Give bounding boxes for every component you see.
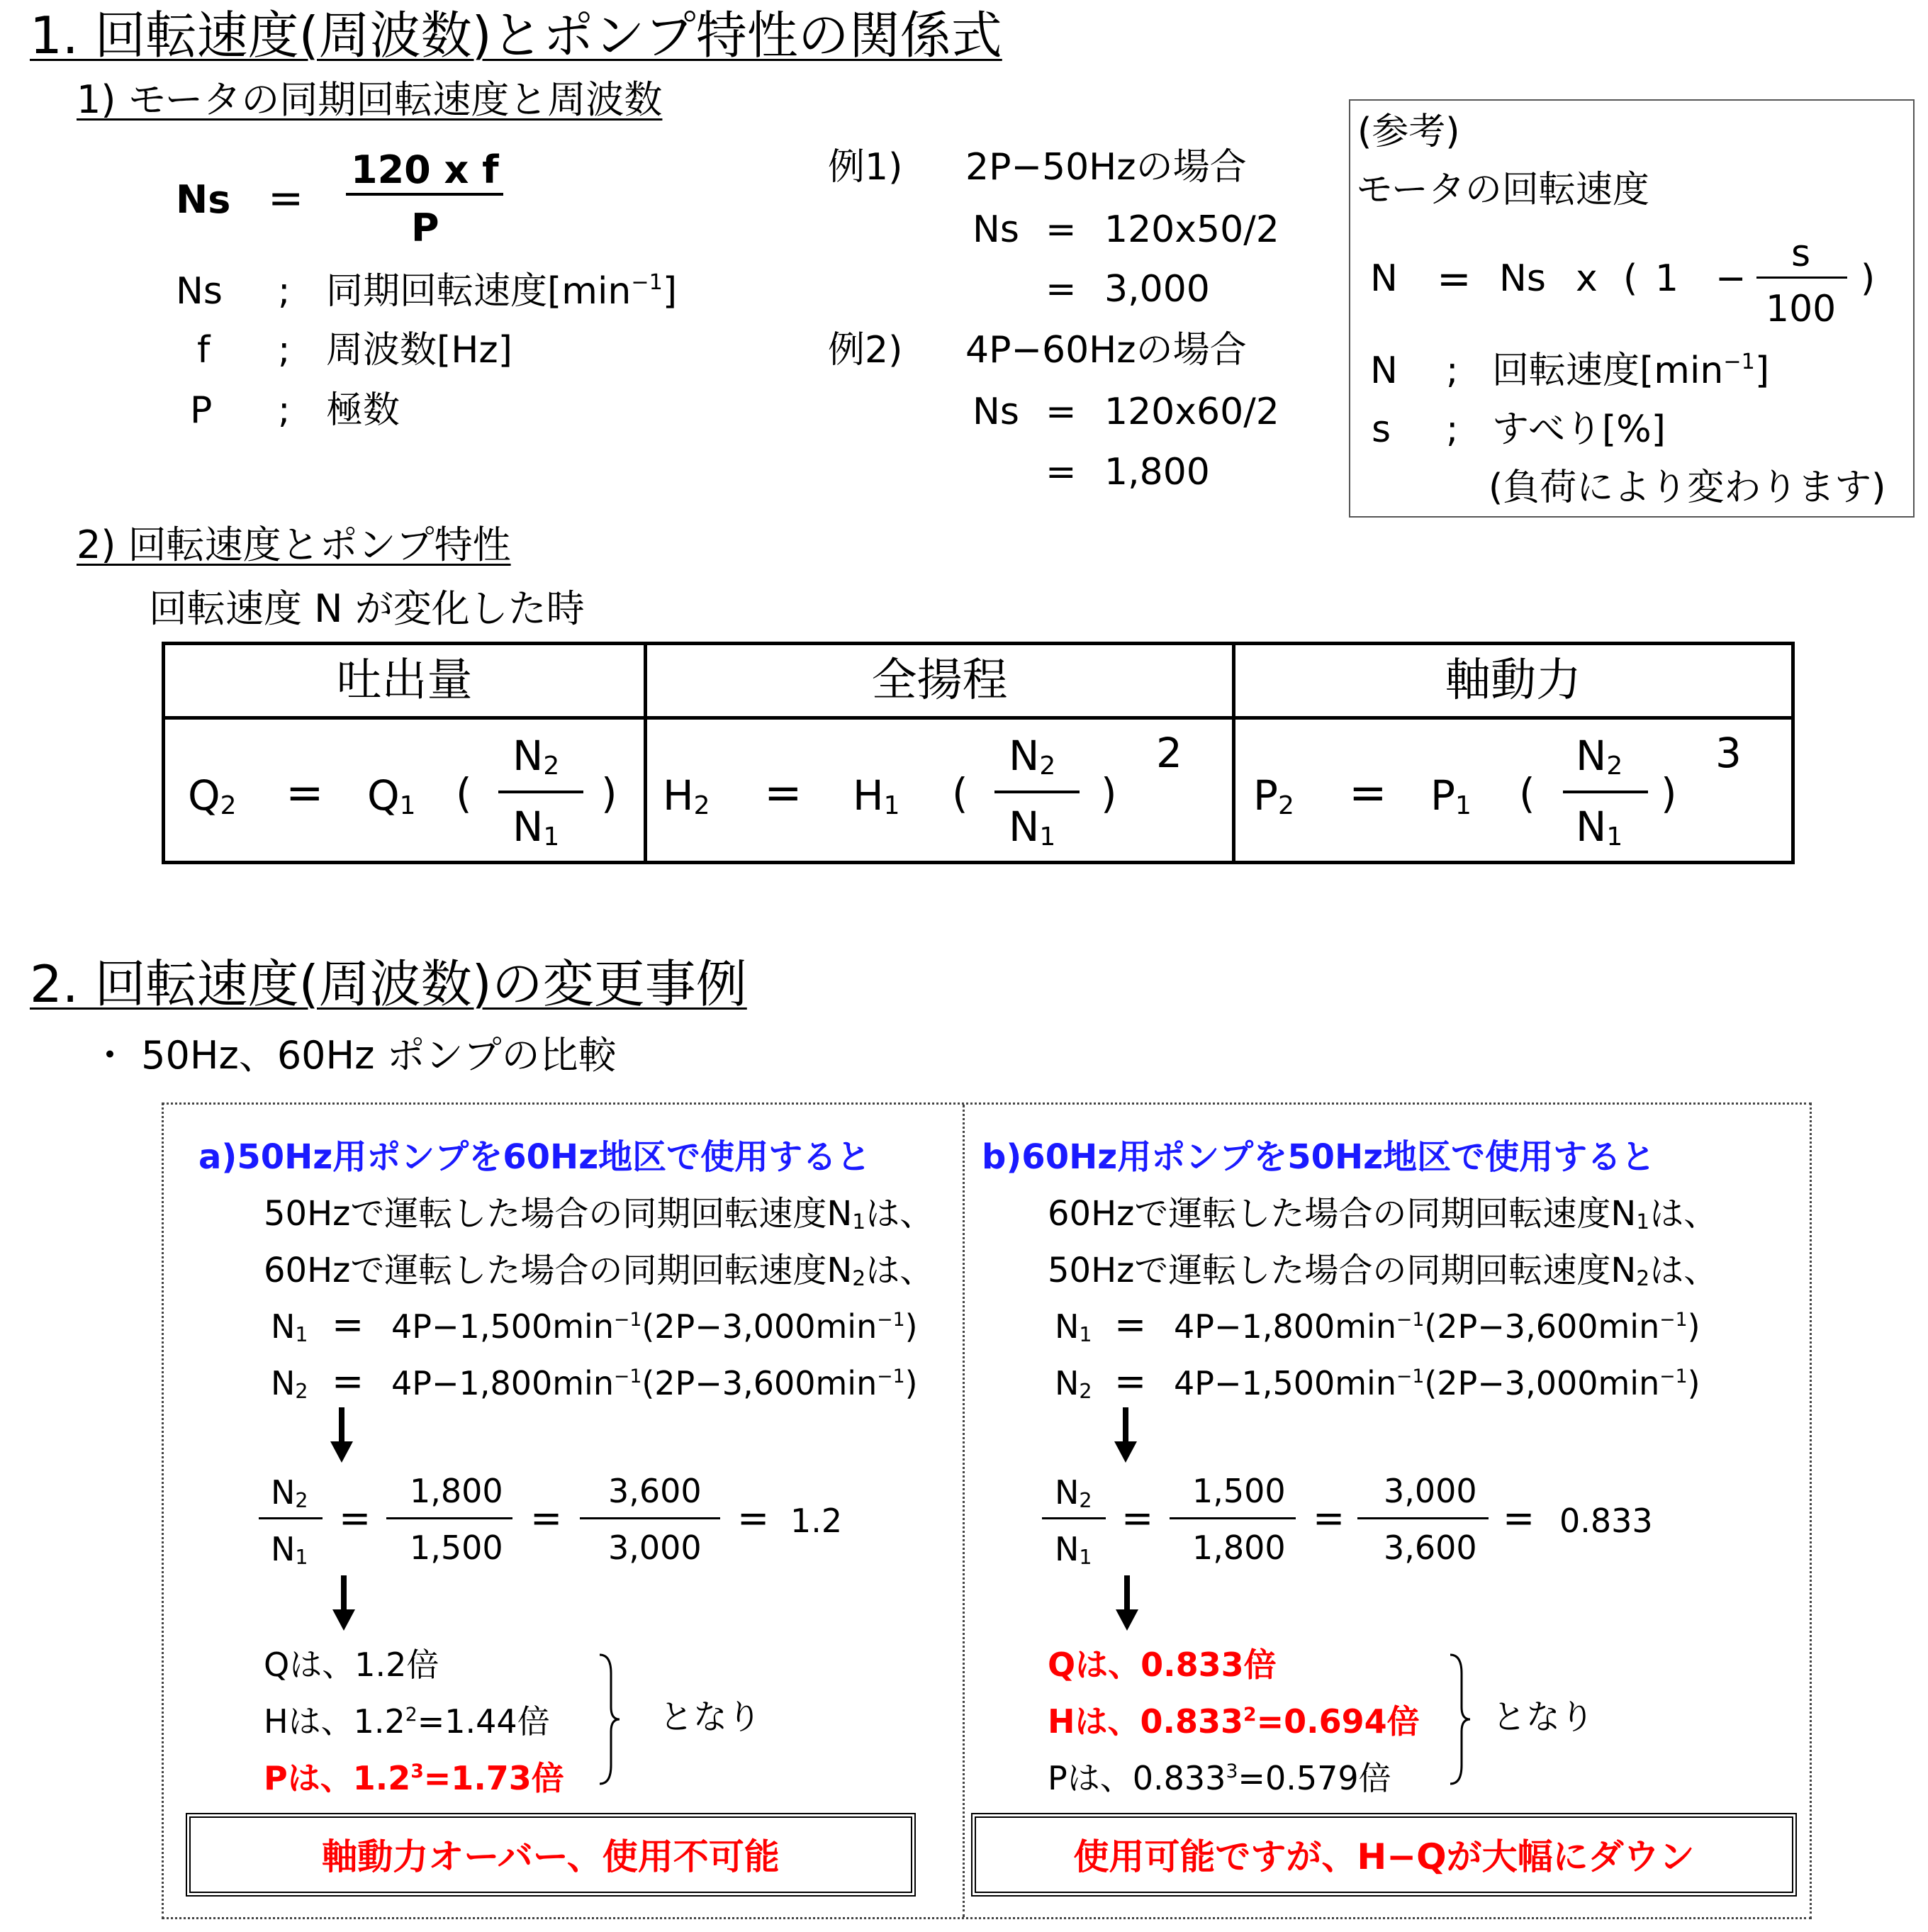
panel-a-f2-den: 3,000: [608, 1529, 702, 1567]
flow-eq: =: [286, 767, 324, 820]
example2-label: 例2): [828, 329, 903, 372]
ref-formula-ns: Ns: [1499, 257, 1546, 300]
power-exponent: 3: [1715, 729, 1742, 777]
ref-def-sep: ;: [1446, 408, 1459, 451]
ref-formula-minus: −: [1715, 257, 1747, 300]
panel-b-f2-num: 3,000: [1384, 1472, 1477, 1510]
panel-b-n1-value: $4P-1,800\min^{-1}(2P-3,600\min^{-1})$: [1174, 1307, 1700, 1346]
table-cell-flow-formula: [165, 720, 644, 861]
panel-b-ratio-num: N2: [1055, 1473, 1092, 1513]
ref-formula-eq: =: [1437, 255, 1472, 303]
panel-a-heading: a)50Hz用ポンプを60Hz地区で使用すると: [198, 1137, 871, 1177]
ref-note: (負荷により変わります): [1489, 467, 1886, 509]
panel-a-n2-value: $4P-1,800\min^{-1}(2P-3,600\min^{-1})$: [391, 1364, 918, 1402]
example2-result: 1,800: [1104, 451, 1210, 493]
panel-a-verdict: 軸動力オーバー、使用不可能: [322, 1836, 780, 1877]
table-header-flow: 吐出量: [336, 654, 473, 707]
formula-fraction-bar: [346, 193, 503, 196]
ref-formula-num: s: [1791, 233, 1811, 275]
section1-title: 1. 回転速度(周波数)とポンプ特性の関係式: [30, 6, 1002, 65]
def-sym-p: P: [190, 389, 213, 432]
example2-calc: 120x60/2: [1104, 391, 1279, 433]
panel-a-f2-num: 3,600: [608, 1472, 702, 1510]
panel-a-f1-den: 1,500: [410, 1529, 503, 1567]
panel-b-result-h: Hは、$0.833^2=0.694$倍: [1048, 1702, 1420, 1741]
formula-lhs: Ns: [176, 177, 231, 222]
panel-b-verdict-box: [971, 1813, 1797, 1897]
panel-a-result-p: Pは、$1.2^3=1.73$倍: [264, 1759, 564, 1797]
table-cell-head-formula: [647, 720, 1232, 861]
right-brace-icon: [1446, 1652, 1474, 1787]
ref-def-sym-s: s: [1372, 408, 1391, 451]
def-sep: ;: [278, 329, 291, 372]
power-eq: =: [1349, 767, 1387, 820]
down-arrow-icon: [1113, 1575, 1141, 1632]
panel-a-n1-value: $4P-1,500\min^{-1}(2P-3,000\min^{-1})$: [391, 1307, 918, 1346]
section1-subheading-2: 2) 回転速度とポンプ特性: [77, 523, 511, 567]
power-rhs: P1: [1430, 771, 1472, 821]
table-header-head: 全揚程: [871, 654, 1008, 707]
flow-lhs: Q2: [188, 771, 237, 821]
panel-b-n2-eq: =: [1114, 1359, 1147, 1404]
example2-eq: =: [1046, 391, 1077, 433]
section1-subheading-1: 1) モータの同期回転速度と周波数: [77, 77, 663, 122]
example1-eq2: =: [1046, 268, 1077, 311]
flow-num: N2: [512, 732, 560, 781]
def-sep: ;: [278, 389, 291, 432]
ref-formula-one: 1: [1655, 257, 1679, 300]
panel-b-f2-bar: [1357, 1517, 1489, 1519]
example2-case: 4P−60Hzの場合: [965, 329, 1247, 372]
right-brace-icon: [595, 1652, 624, 1787]
panel-a-f1-num: 1,800: [410, 1472, 503, 1510]
panel-a-n1-sym: N1: [271, 1307, 308, 1347]
power-fraction-bar: [1563, 791, 1648, 793]
panel-b-f1-num: 1,500: [1192, 1472, 1286, 1510]
ref-formula-den: 100: [1766, 288, 1837, 330]
head-eq: =: [764, 767, 802, 820]
panel-a-line2: 60Hzで運転した場合の同期回転速度N2は、: [264, 1251, 934, 1292]
power-lhs: P2: [1253, 771, 1294, 821]
power-close-paren: ): [1661, 769, 1677, 817]
def-desc-ns: 同期回転速度$[\min^{-1}]$: [326, 270, 678, 313]
head-num: N2: [1009, 732, 1056, 781]
head-fraction-bar: [994, 791, 1080, 793]
head-den: N1: [1009, 803, 1056, 852]
table-header-power: 軸動力: [1445, 654, 1581, 707]
example1-label: 例1): [828, 146, 903, 189]
head-close-paren: ): [1101, 769, 1117, 817]
panel-b-eq3: =: [1503, 1496, 1535, 1541]
panel-a-eq2: =: [530, 1496, 563, 1541]
panel-b-eq1: =: [1121, 1496, 1154, 1541]
ref-formula-open: (: [1623, 257, 1638, 300]
panel-a-verdict-box: [186, 1813, 916, 1897]
down-arrow-icon: [327, 1407, 356, 1464]
panel-a-result-q: Qは、1.2倍: [264, 1646, 439, 1684]
def-sep: ;: [278, 270, 291, 313]
panel-a-f1-bar: [386, 1517, 512, 1519]
panel-a-n1-eq: =: [332, 1302, 364, 1347]
head-exponent: 2: [1156, 729, 1182, 777]
panel-b-result-q: Qは、0.833倍: [1048, 1646, 1277, 1684]
ref-def-sep: ;: [1446, 350, 1459, 392]
panel-b-heading: b)60Hz用ポンプを50Hz地区で使用すると: [982, 1137, 1656, 1177]
section2-title: 2. 回転速度(周波数)の変更事例: [30, 954, 747, 1014]
example1-case: 2P−50Hzの場合: [965, 146, 1247, 189]
power-open-paren: (: [1519, 769, 1535, 817]
panel-b-tonari: となり: [1492, 1697, 1595, 1737]
panel-b-line1: 60Hzで運転した場合の同期回転速度N1は、: [1048, 1194, 1718, 1235]
section2-bullet: ・ 50Hz、60Hz ポンプの比較: [91, 1033, 617, 1078]
ref-def-desc-s: すべり[%]: [1492, 408, 1666, 451]
ref-formula-close: ): [1861, 257, 1876, 300]
ref-def-desc-n: 回転速度$[\min^{-1}]$: [1492, 350, 1770, 392]
flow-fraction-bar: [498, 791, 583, 793]
example1-eq: =: [1046, 208, 1077, 251]
panel-a-ratio-den: N1: [271, 1530, 308, 1570]
panel-b-eq2: =: [1313, 1496, 1345, 1541]
panel-a-line1: 50Hzで運転した場合の同期回転速度N1は、: [264, 1194, 934, 1235]
comparison-divider: [963, 1105, 965, 1917]
head-lhs: H2: [663, 771, 710, 821]
example1-sym: Ns: [973, 208, 1019, 251]
power-den: N1: [1576, 803, 1623, 852]
panel-b-n1-sym: N1: [1055, 1307, 1092, 1347]
panel-b-line2: 50Hzで運転した場合の同期回転速度N2は、: [1048, 1251, 1718, 1292]
flow-rhs: Q1: [367, 771, 416, 821]
panel-a-ratio-result: 1.2: [790, 1502, 843, 1540]
formula-numerator: 120 x f: [351, 147, 499, 192]
reference-heading: (参考): [1357, 111, 1460, 153]
panel-b-n2-value: $4P-1,500\min^{-1}(2P-3,000\min^{-1})$: [1174, 1364, 1700, 1402]
panel-a-result-h: Hは、$1.2^2=1.44$倍: [264, 1702, 550, 1741]
panel-b-ratio-result: 0.833: [1559, 1502, 1653, 1540]
panel-a-eq1: =: [339, 1496, 371, 1541]
panel-b-f1-den: 1,800: [1192, 1529, 1286, 1567]
panel-a-n2-eq: =: [332, 1359, 364, 1404]
def-desc-p: 極数: [326, 389, 400, 432]
panel-b-ratio-bar: [1042, 1517, 1106, 1519]
panel-b-n2-sym: N2: [1055, 1364, 1092, 1404]
def-sym-f: f: [197, 329, 211, 372]
panel-b-result-p: Pは、$0.833^3=0.579$倍: [1048, 1759, 1391, 1797]
formula-denominator: P: [411, 206, 439, 250]
reference-title: モータの回転速度: [1356, 169, 1649, 211]
flow-den: N1: [512, 803, 560, 852]
example1-calc: 120x50/2: [1104, 208, 1279, 251]
example2-sym: Ns: [973, 391, 1019, 433]
power-num: N2: [1576, 732, 1623, 781]
head-rhs: H1: [853, 771, 900, 821]
table-cell-power-formula: [1235, 720, 1791, 861]
reference-box: [1349, 99, 1915, 518]
panel-a-eq3: =: [737, 1496, 770, 1541]
down-arrow-icon: [1111, 1407, 1140, 1464]
formula-eq: =: [268, 174, 304, 223]
panel-b-n1-eq: =: [1114, 1302, 1147, 1347]
ref-def-sym-n: N: [1370, 350, 1398, 392]
panel-b-verdict: 使用可能ですが、H−Qが大幅にダウン: [1073, 1836, 1695, 1877]
ref-formula-lhs: N: [1370, 257, 1398, 300]
panel-a-ratio-bar: [259, 1517, 323, 1519]
panel-a-f2-bar: [580, 1517, 720, 1519]
affinity-table: [162, 642, 1795, 864]
def-desc-f: 周波数[Hz]: [326, 329, 512, 372]
ref-fraction-bar: [1756, 277, 1847, 279]
flow-close-paren: ): [601, 769, 617, 817]
panel-a-tonari: となり: [659, 1697, 762, 1737]
ref-formula-x: x: [1576, 257, 1598, 300]
panel-b-f2-den: 3,600: [1384, 1529, 1477, 1567]
section1-sub2-description: 回転速度 N が変化した時: [149, 586, 585, 631]
panel-a-ratio-num: N2: [271, 1473, 308, 1513]
panel-b-f1-bar: [1170, 1517, 1296, 1519]
head-open-paren: (: [952, 769, 968, 817]
panel-a-n2-sym: N2: [271, 1364, 308, 1404]
down-arrow-icon: [330, 1575, 358, 1632]
panel-b-ratio-den: N1: [1055, 1530, 1092, 1570]
example1-result: 3,000: [1104, 268, 1210, 311]
flow-open-paren: (: [456, 769, 472, 817]
example2-eq2: =: [1046, 451, 1077, 493]
def-sym-ns: Ns: [176, 270, 223, 313]
